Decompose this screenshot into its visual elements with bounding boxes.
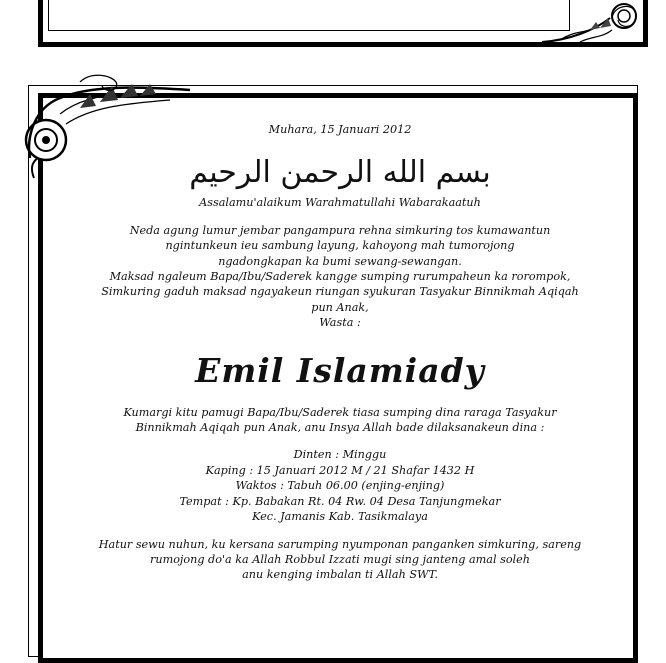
intro-line: Wasta : [319, 316, 361, 330]
intro-line: ngadongkapan ka bumi sewang-sewangan. [218, 254, 462, 268]
intro-line: ngintunkeun ieu sambung layung, kahoyong mah tumorojong [165, 239, 515, 253]
greeting: Assalamu'alaikum Warahmatullahi Wabarakaatuh [199, 196, 481, 210]
previous-card-inner-frame [48, 0, 570, 31]
detail-place: Tempat : Kp. Babakan Rt. 04 Rw. 04 Desa Tanjungmekar [179, 494, 501, 508]
detail-place-district: Kec. Jamanis Kab. Tasikmalaya [252, 510, 428, 524]
intro-line: Neda agung lumur jembar pangampura rehna simkuring tos kumawantun [129, 223, 551, 237]
invite-line: Binnikmah Aqiqah pun Anak, anu Insya Allah bade dilaksanakeun dina : [135, 421, 545, 435]
flourish-ornament-top-right [540, 0, 640, 50]
intro-line: Maksad ngaleum Bapa/Ibu/Saderek kangge sumping rurumpaheun ka rorompok, [109, 270, 571, 284]
closing-line: Hatur sewu nuhun, ku kersana sarumping nyumponan panganken simkuring, sareng [98, 537, 582, 551]
closing-line: anu kenging imbalan ti Allah SWT. [242, 568, 438, 582]
invite-line: Kumargi kitu pamugi Bapa/Ibu/Saderek tiasa sumping dina raraga Tasyakur [123, 405, 557, 419]
basmalah-calligraphy: بسم الله الرحمن الرحيم [189, 155, 491, 191]
child-name: Emil Islamiady [195, 350, 485, 390]
letter-date: Muhara, 15 Januari 2012 [268, 123, 412, 136]
detail-day: Dinten : Minggu [293, 448, 387, 462]
invitation-letter [70, 122, 610, 583]
closing-line: rumojong do'a ka Allah Robbul Izzati mugi sing janteng amal soleh [150, 552, 530, 566]
detail-date: Kaping : 15 Januari 2012 M / 21 Shafar 1432 H [205, 463, 475, 477]
intro-line: Simkuring gaduh maksad ngayakeun riungan syukuran Tasyakur Binnikmah Aqiqah [101, 285, 579, 299]
intro-line: pun Anak, [311, 300, 369, 314]
detail-time: Waktos : Tabuh 06.00 (enjing-enjing) [235, 479, 445, 493]
